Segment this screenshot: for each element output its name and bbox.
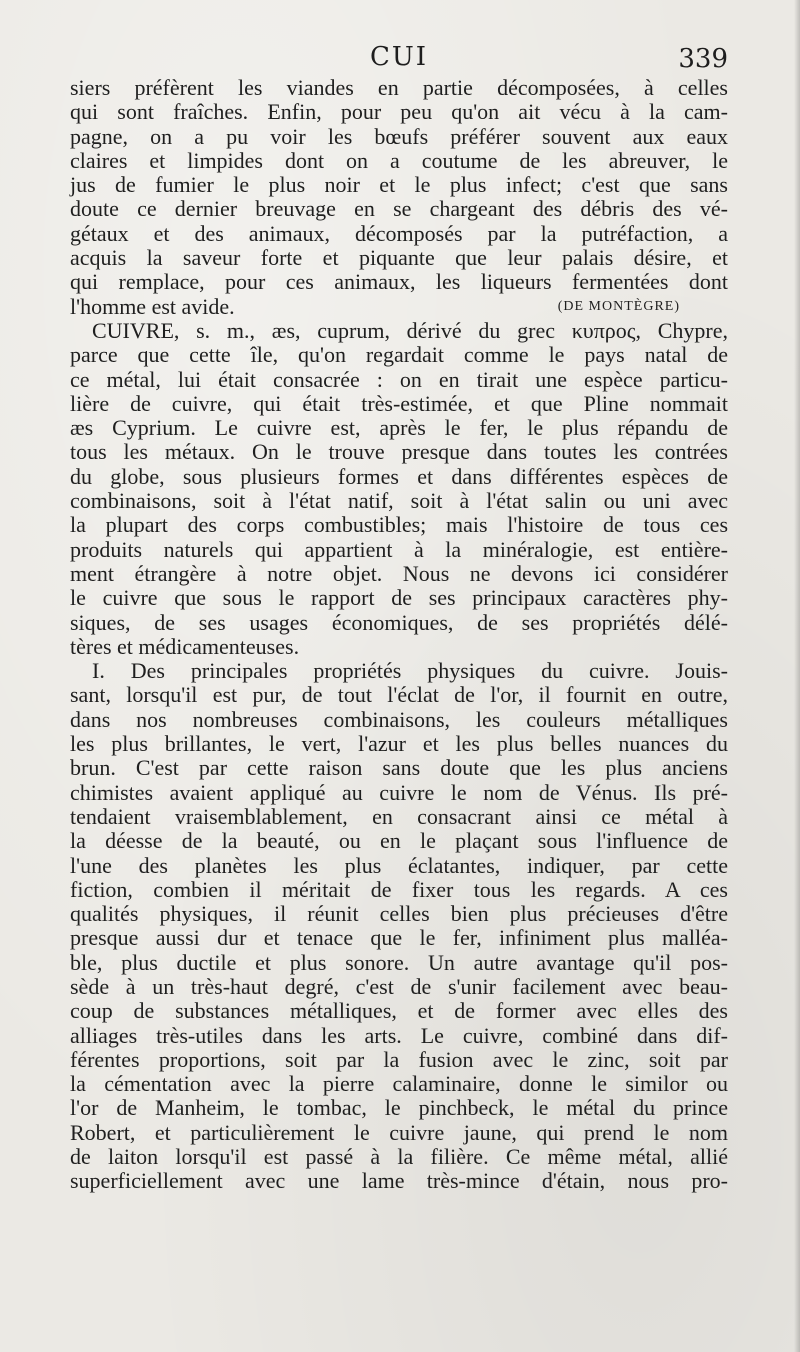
text-line: lière de cuivre, qui était très-estimée, et que Pline nommait (70, 390, 728, 416)
text-line: la cémentation avec la pierre calaminaire, donne le similor ou (70, 1071, 728, 1097)
text-line: Robert, et particulièrement le cuivre jaune, qui prend le nom (70, 1119, 728, 1145)
text-line: æs Cyprium. Le cuivre est, après le fer, le plus répandu de (70, 415, 728, 441)
text-line: gétaux et des animaux, décomposés par la putréfaction, a (70, 220, 728, 246)
text-line: siques, de ses usages économiques, de ses propriétés délé- (70, 609, 728, 635)
text-line: qualités physiques, il réunit celles bien plus précieuses d'être (70, 901, 728, 927)
text-line: dans nos nombreuses combinaisons, les couleurs métalliques (70, 706, 728, 732)
text-line: acquis la saveur forte et piquante que leur palais désire, et (70, 245, 728, 271)
text-line: superficiellement avec une lame très-mince d'étain, nous pro- (70, 1168, 728, 1194)
running-head: CUI (369, 42, 429, 72)
text-line: siers préfèrent les viandes en partie décomposées, à celles (70, 75, 728, 100)
text-line: du globe, sous plusieurs formes et dans différentes espèces de (70, 463, 728, 489)
text-line: férentes proportions, soit par la fusion avec le zinc, soit par (70, 1046, 728, 1072)
text-line: de laiton lorsqu'il est passé à la filière. Ce même métal, allié (70, 1144, 728, 1170)
text-line: jus de fumier le plus noir et le plus infect; c'est que sans (70, 172, 728, 198)
text-line: alliages très-utiles dans les arts. Le cuivre, combiné dans dif- (70, 1022, 728, 1048)
text-line: la déesse de la beauté, ou en le plaçant sous l'influence de (70, 828, 728, 854)
text-line: coup de substances métalliques, et de former avec elles des (70, 998, 728, 1024)
text-line: ble, plus ductile et plus sonore. Un autre avantage qu'il pos- (70, 949, 728, 975)
text-line: claires et limpides dont on a coutume de les abreuver, le (70, 147, 728, 173)
section-heading-line: I. Des principales propriétés physiques du cuivre. Jouis- (92, 658, 728, 684)
page-number: 339 (678, 44, 728, 74)
text-line: le cuivre que sous le rapport de ses principaux caractères phy- (70, 585, 728, 611)
text-line: les plus brillantes, le vert, l'azur et les plus belles nuances du (70, 731, 728, 757)
body-text (70, 76, 728, 1194)
text-line: doute ce dernier breuvage en se chargeant des débris des vé- (70, 196, 728, 222)
text-line: chimistes avaient appliqué au cuivre le nom de Vénus. Ils pré- (70, 779, 728, 805)
page-header (70, 42, 728, 78)
text-line: pagne, on a pu voir les bœufs préférer souvent aux eaux (70, 123, 728, 149)
page-edge-shadow (794, 0, 800, 1352)
text-line: presque aussi dur et tenace que le fer, infiniment plus malléa- (70, 925, 728, 951)
text-line: sède à un très-haut degré, c'est de s'unir facilement avec beau- (70, 973, 728, 999)
text-line: produits naturels qui appartient à la minéralogie, est entière- (70, 536, 728, 562)
text-line: tendaient vraisemblablement, en consacrant ainsi ce métal à (70, 803, 728, 829)
text-line: fiction, combien il méritait de fixer tous les regards. A ces (70, 876, 728, 902)
text-line: ce métal, lui était consacrée : on en tirait une espèce particu- (70, 366, 728, 392)
text-line: l'or de Manheim, le tombac, le pinchbeck, le métal du prince (70, 1095, 728, 1121)
author-signature: (DE MONTÈGRE) (557, 298, 680, 314)
text-line: parce que cette île, qu'on regardait comme le pays natal de (70, 342, 728, 368)
entry-heading-line: CUIVRE, s. m., æs, cuprum, dérivé du grec κυπρος, Chypre, (92, 317, 728, 343)
text-line: la plupart des corps combustibles; mais l'histoire de tous ces (70, 512, 728, 538)
text-line: l'homme est avide. (70, 293, 235, 319)
text-line: sant, lorsqu'il est pur, de tout l'éclat de l'or, il fournit en outre, (70, 682, 728, 708)
text-line: qui remplace, pour ces animaux, les liqueurs fermentées dont (70, 269, 728, 295)
text-line: tous les métaux. On le trouve presque dans toutes les contrées (70, 439, 728, 465)
text-line: brun. C'est par cette raison sans doute que les plus anciens (70, 755, 728, 781)
text-line-with-signature (70, 295, 728, 319)
text-line: tères et médicamenteuses. (70, 633, 300, 659)
text-line: combinaisons, soit à l'état natif, soit à l'état salin ou uni avec (70, 488, 728, 514)
text-line: ment étrangère à notre objet. Nous ne devons ici considérer (70, 560, 728, 586)
text-line: qui sont fraîches. Enfin, pour peu qu'on ait vécu à la cam- (70, 99, 728, 125)
text-line: l'une des planètes les plus éclatantes, indiquer, par cette (70, 852, 728, 878)
